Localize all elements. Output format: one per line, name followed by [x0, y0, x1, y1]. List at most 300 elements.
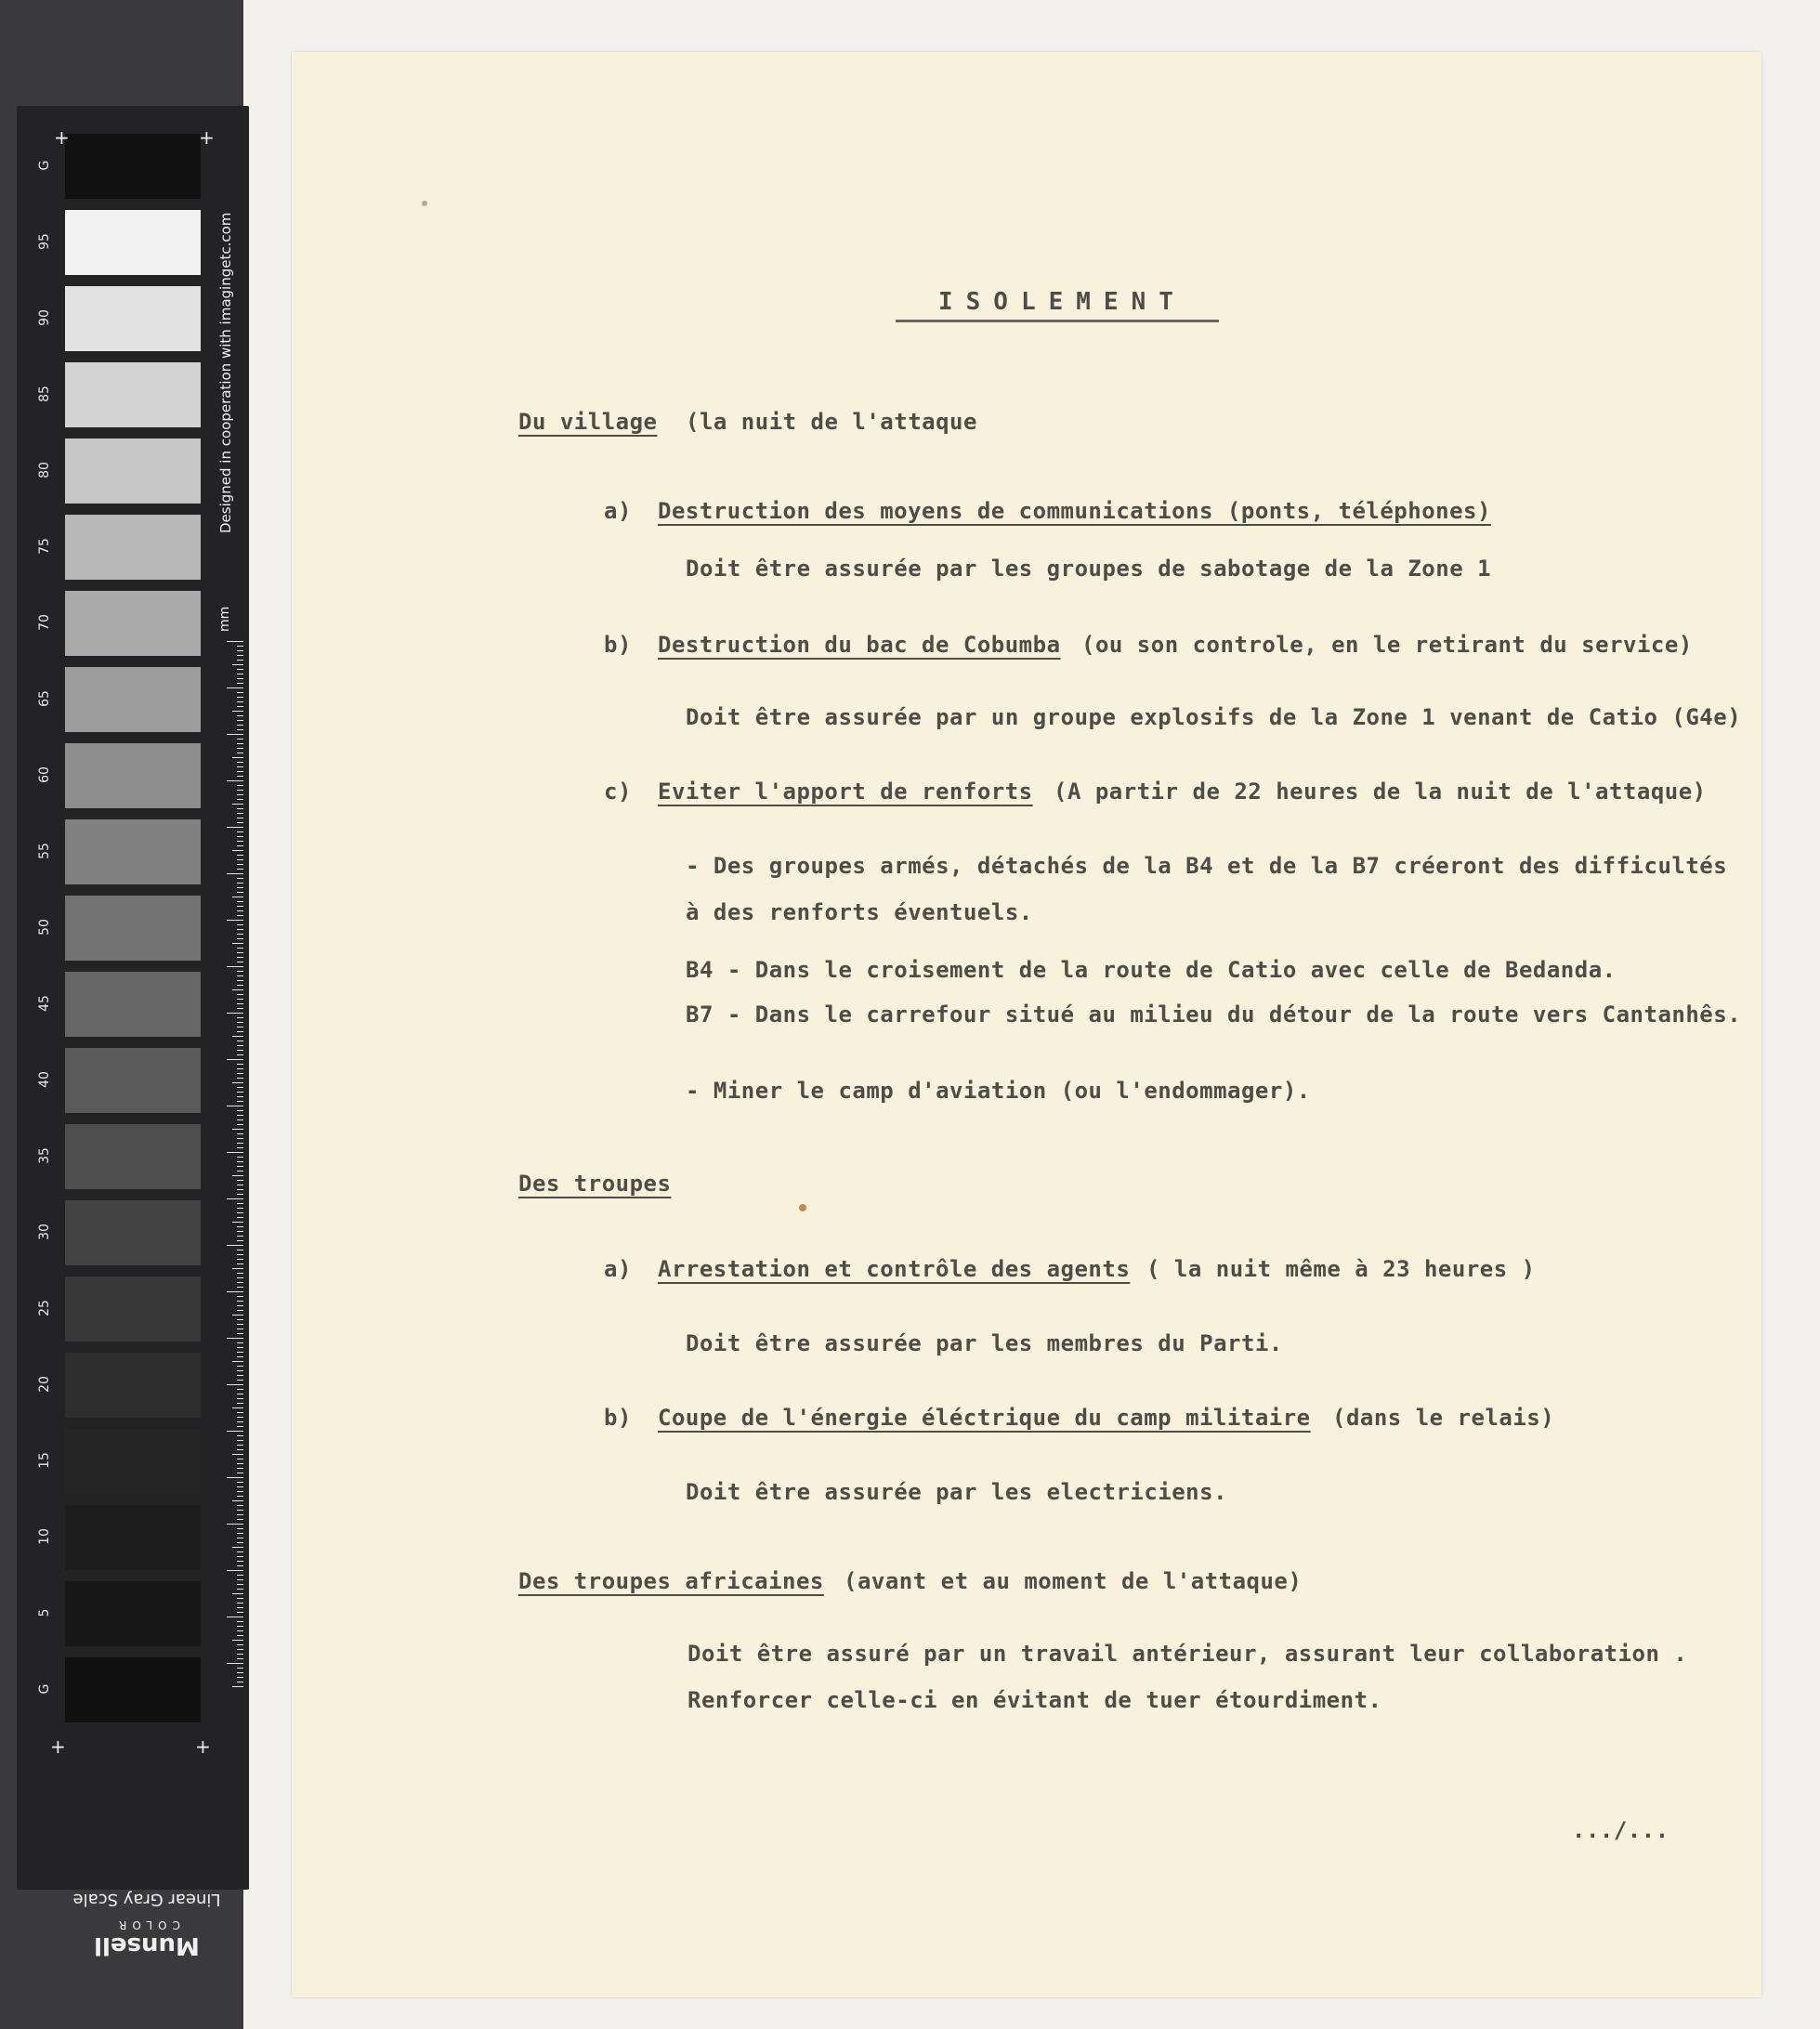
ruler-tick [237, 678, 243, 679]
ruler-tick [237, 1649, 243, 1650]
ruler-tick [227, 873, 243, 874]
ruler-tick [237, 1398, 243, 1399]
ruler-tick [237, 1366, 243, 1367]
ruler-tick [237, 831, 243, 832]
ruler-tick [227, 1245, 243, 1246]
ruler-tick [237, 646, 243, 647]
ruler-tick [227, 780, 243, 781]
section-note-africaines: (avant et au moment de l'attaque) [844, 1568, 1303, 1594]
ruler-tick [237, 1031, 243, 1032]
ruler-tick [237, 1282, 243, 1283]
ruler-tick [237, 1305, 243, 1306]
ruler-tick [237, 1161, 243, 1162]
ruler-tick [237, 1389, 243, 1390]
ruler-tick [237, 1510, 243, 1511]
ruler-tick [237, 1449, 243, 1450]
item-label: b) [604, 1405, 632, 1431]
ruler-tick [227, 1570, 243, 1571]
ruler-tick [237, 859, 243, 860]
ruler-tick [237, 1445, 243, 1446]
ruler-tick [237, 697, 243, 698]
gray-patch-label: 75 [37, 538, 52, 555]
ruler-tick [227, 920, 243, 921]
item-label: a) [604, 498, 632, 524]
ruler-tick [237, 1542, 243, 1543]
ruler-tick [232, 1129, 243, 1130]
ruler-tick [237, 776, 243, 777]
brand-name: Munsell [94, 1931, 200, 1959]
item-note: ( la nuit même à 23 heures ) [1146, 1256, 1536, 1282]
title-underline [896, 320, 1219, 322]
gray-patch-label: 50 [37, 919, 52, 936]
ruler-tick [237, 1124, 243, 1125]
item-text: - Miner le camp d'aviation (ou l'endommager). [686, 1078, 1311, 1104]
ruler-tick [237, 999, 243, 1000]
section-heading-troupes: Des troupes [518, 1171, 672, 1197]
registration-mark: + [54, 126, 70, 149]
ruler-tick [237, 1277, 243, 1278]
ruler-tick [237, 1677, 243, 1678]
ruler-tick [237, 1189, 243, 1190]
ruler-tick [237, 1612, 243, 1613]
item-heading-renforts: Eviter l'apport de renforts [658, 779, 1033, 805]
gray-patch [65, 134, 201, 199]
gray-patch-label: 60 [37, 766, 52, 783]
gray-patch-label: 45 [37, 995, 52, 1012]
ruler-tick [237, 915, 243, 916]
ruler-tick [232, 943, 243, 944]
ruler-tick [232, 1454, 243, 1455]
ruler-tick [227, 1524, 243, 1525]
ruler-tick [232, 1593, 243, 1594]
ruler-tick [237, 1263, 243, 1264]
ruler-tick [237, 785, 243, 786]
ruler-tick [227, 734, 243, 735]
ruler-tick [232, 850, 243, 851]
brand-caption: Linear Gray Scale [72, 1890, 221, 1909]
section-heading-africaines: Des troupes africaines [518, 1568, 824, 1594]
ruler-tick [237, 1045, 243, 1046]
ruler-tick [237, 975, 243, 976]
ruler-tick [237, 1068, 243, 1069]
document-page [292, 52, 1761, 1997]
ruler-tick [237, 1217, 243, 1218]
gray-patch [65, 1048, 201, 1113]
ruler-tick [237, 1352, 243, 1353]
munsell-logo [63, 1890, 230, 1959]
gray-patch-label: 80 [37, 462, 52, 478]
ruler-tick [237, 948, 243, 949]
ruler-tick [237, 1603, 243, 1604]
ruler-tick [237, 1101, 243, 1102]
ruler-tick [237, 887, 243, 888]
gray-patch-label: 65 [37, 690, 52, 707]
registration-mark: + [199, 126, 215, 149]
ruler-tick [237, 845, 243, 846]
ruler-tick [227, 1152, 243, 1153]
gray-patch-label: G [37, 160, 52, 171]
ruler-tick [237, 924, 243, 925]
ruler-tick [237, 1333, 243, 1334]
ruler-tick [232, 989, 243, 990]
ruler-tick [237, 1658, 243, 1659]
ruler-tick [237, 743, 243, 744]
ruler-tick [237, 957, 243, 958]
item-note: (A partir de 22 heures de la nuit de l'attaque) [1054, 779, 1707, 805]
ruler-tick [232, 1082, 243, 1083]
ruler-tick [237, 1143, 243, 1144]
ruler-tick [227, 1059, 243, 1060]
ruler-tick [237, 892, 243, 893]
ruler-tick [237, 1417, 243, 1418]
ruler-tick [237, 934, 243, 935]
gray-patch-label: 95 [37, 233, 52, 250]
ruler-tick [237, 1231, 243, 1232]
ruler-tick [237, 1426, 243, 1427]
gray-patch-label: 40 [37, 1071, 52, 1088]
ruler-tick [232, 1407, 243, 1408]
ruler-tick [237, 1621, 243, 1622]
ruler-tick [237, 739, 243, 740]
ruler-tick [237, 1296, 243, 1297]
item-text: Renforcer celle-ci en évitant de tuer étourdiment. [687, 1687, 1382, 1713]
ruler-tick [237, 1584, 243, 1585]
gray-patch-label: 70 [37, 614, 52, 631]
ruler-tick [227, 966, 243, 967]
ruler-tick [237, 720, 243, 721]
ruler-tick [237, 1157, 243, 1158]
item-label: b) [604, 632, 632, 658]
ruler-tick [227, 1663, 243, 1664]
ruler-tick [237, 1166, 243, 1167]
ruler-tick [237, 1203, 243, 1204]
gray-patch [65, 1276, 201, 1342]
gray-patch-label: 30 [37, 1224, 52, 1240]
section-note-village: (la nuit de l'attaque [686, 409, 977, 435]
gray-patch-label: 85 [37, 386, 52, 402]
ruler-tick [237, 729, 243, 730]
ruler-tick [237, 1565, 243, 1566]
ruler-tick [237, 790, 243, 791]
ruler-tick [237, 1226, 243, 1227]
ruler-tick [237, 1212, 243, 1213]
ruler-tick [227, 1291, 243, 1292]
ruler-tick [237, 1356, 243, 1357]
item-text: Doit être assurée par les membres du Parti. [686, 1330, 1283, 1356]
mm-label: mm [217, 606, 232, 632]
ruler-tick [237, 748, 243, 749]
ruler-tick [237, 1644, 243, 1645]
item-label: c) [604, 779, 632, 805]
ruler-tick [227, 1013, 243, 1014]
ruler-tick [237, 701, 243, 702]
ruler-tick [227, 1384, 243, 1385]
ruler-tick [237, 813, 243, 814]
ruler-tick [237, 1240, 243, 1241]
registration-mark: + [195, 1735, 211, 1758]
ruler-tick [237, 1236, 243, 1237]
ruler-tick [232, 1036, 243, 1037]
ruler-tick [237, 669, 243, 670]
gray-patch [65, 1657, 201, 1722]
ruler-tick [237, 1505, 243, 1506]
gray-patch-label: 90 [37, 309, 52, 326]
ruler-tick [237, 1078, 243, 1079]
ruler-tick [237, 1003, 243, 1004]
brand-color: COLOR [113, 1918, 180, 1931]
ruler-tick [237, 1482, 243, 1483]
ruler-tick [237, 1017, 243, 1018]
ruler-tick [237, 1579, 243, 1580]
ruler-tick [237, 1672, 243, 1673]
ruler-tick [237, 971, 243, 972]
gray-scale-card [17, 106, 249, 1959]
ruler-tick [237, 1171, 243, 1172]
gray-patch [65, 819, 201, 884]
ruler-tick [237, 771, 243, 772]
ruler-tick [232, 711, 243, 712]
mm-ruler [221, 641, 243, 1691]
ruler-tick [237, 906, 243, 907]
gray-patch [65, 743, 201, 808]
ruler-tick [237, 1514, 243, 1515]
gray-patch [65, 362, 201, 427]
ruler-tick [227, 1198, 243, 1199]
ruler-tick [237, 1607, 243, 1608]
ruler-tick [232, 1640, 243, 1641]
ruler-tick [237, 1519, 243, 1520]
gray-patch [65, 515, 201, 580]
gray-patch [65, 1200, 201, 1265]
ruler-tick [237, 1380, 243, 1381]
ruler-tick [227, 641, 243, 642]
ruler-tick [237, 1412, 243, 1413]
item-label: a) [604, 1256, 632, 1282]
ruler-tick [237, 692, 243, 693]
ruler-tick [237, 1310, 243, 1311]
gray-patch-label: 25 [37, 1300, 52, 1316]
ruler-tick [237, 1435, 243, 1436]
item-text: B7 - Dans le carrefour situé au milieu du détour de la route vers Cantanhês. [686, 1001, 1742, 1028]
ruler-tick [237, 1347, 243, 1348]
ruler-tick [237, 1491, 243, 1492]
ruler-tick [232, 804, 243, 805]
item-text: à des renforts éventuels. [686, 899, 1033, 925]
ruler-tick [237, 1375, 243, 1376]
ruler-tick [237, 1115, 243, 1116]
item-note: (dans le relais) [1332, 1405, 1555, 1431]
item-heading-energie: Coupe de l'énergie éléctrique du camp militaire [658, 1405, 1311, 1431]
ruler-tick [227, 827, 243, 828]
ruler-tick [237, 1050, 243, 1051]
gray-patch-label: 10 [37, 1528, 52, 1545]
ruler-tick [227, 1338, 243, 1339]
gray-patch-label: 55 [37, 843, 52, 859]
item-text: Doit être assuré par un travail antérieur, assurant leur collaboration . [687, 1641, 1688, 1667]
ruler-tick [237, 929, 243, 930]
ruler-tick [237, 1468, 243, 1469]
ruler-tick [237, 1259, 243, 1260]
ruler-tick [237, 1528, 243, 1529]
ruler-tick [237, 1087, 243, 1088]
ruler-tick [237, 869, 243, 870]
ruler-tick [237, 794, 243, 795]
ruler-tick [237, 1635, 243, 1636]
ruler-tick [237, 706, 243, 707]
ruler-tick [237, 938, 243, 939]
paper-speck [422, 201, 427, 206]
ruler-tick [237, 1370, 243, 1371]
gray-patch [65, 972, 201, 1037]
ruler-tick [237, 1301, 243, 1302]
ruler-tick [237, 762, 243, 763]
ruler-tick [237, 655, 243, 656]
continuation-mark: .../... [1572, 1817, 1669, 1843]
item-note: (ou son controle, en le retirant du service) [1081, 632, 1693, 658]
ruler-tick [237, 1403, 243, 1404]
ruler-tick [227, 1477, 243, 1478]
ruler-tick [237, 1459, 243, 1460]
registration-mark: + [50, 1735, 66, 1758]
ruler-tick [237, 1598, 243, 1599]
gray-patch [65, 896, 201, 961]
ruler-tick [237, 1486, 243, 1487]
ruler-tick [237, 1147, 243, 1148]
ruler-tick [237, 715, 243, 716]
ruler-tick [237, 1496, 243, 1497]
item-text: Doit être assurée par un groupe explosifs de la Zone 1 venant de Catio (G4e) [686, 704, 1742, 730]
ruler-tick [227, 687, 243, 688]
ruler-tick [237, 980, 243, 981]
ruler-tick [232, 1175, 243, 1176]
ruler-tick [237, 1421, 243, 1422]
ruler-tick [227, 1431, 243, 1432]
document-title: ISOLEMENT [938, 288, 1186, 316]
ruler-tick [232, 664, 243, 665]
ruler-tick [232, 1686, 243, 1687]
gray-patch [65, 1353, 201, 1418]
ruler-tick [237, 1551, 243, 1552]
ruler-tick [237, 836, 243, 837]
ruler-tick [237, 1324, 243, 1325]
designed-by-text: Designed in cooperation with imagingetc.com [217, 212, 234, 533]
ruler-tick [237, 1008, 243, 1009]
gray-patch-label: 15 [37, 1452, 52, 1469]
ruler-tick [237, 952, 243, 953]
ruler-tick [237, 1556, 243, 1557]
paper-speck [799, 1204, 806, 1211]
ruler-tick [237, 650, 243, 651]
ruler-tick [237, 994, 243, 995]
ruler-tick [237, 1180, 243, 1181]
ruler-tick [237, 1575, 243, 1576]
ruler-tick [237, 1342, 243, 1343]
ruler-tick [237, 766, 243, 767]
ruler-tick [232, 1547, 243, 1548]
ruler-tick [237, 985, 243, 986]
ruler-tick [237, 1254, 243, 1255]
ruler-tick [237, 1626, 243, 1627]
gray-patch [65, 1124, 201, 1189]
ruler-tick [237, 725, 243, 726]
ruler-tick [237, 1133, 243, 1134]
ruler-tick [232, 1222, 243, 1223]
ruler-tick [237, 1096, 243, 1097]
gray-patch-label: 20 [37, 1376, 52, 1393]
ruler-tick [237, 910, 243, 911]
ruler-tick [237, 1064, 243, 1065]
ruler-tick [237, 1589, 243, 1590]
item-text: B4 - Dans le croisement de la route de Catio avec celle de Bedanda. [686, 957, 1617, 983]
ruler-tick [237, 1022, 243, 1023]
item-text: - Des groupes armés, détachés de la B4 et de la B7 créeront des difficultés [686, 853, 1728, 879]
section-heading-village: Du village [518, 409, 658, 435]
ruler-tick [232, 1315, 243, 1316]
ruler-tick [237, 1208, 243, 1209]
ruler-tick [237, 1138, 243, 1139]
ruler-tick [237, 1561, 243, 1562]
ruler-tick [237, 1630, 243, 1631]
item-heading-communications: Destruction des moyens de communications (ponts, téléphones) [658, 498, 1491, 524]
ruler-tick [237, 1440, 243, 1441]
gray-patch [65, 1581, 201, 1646]
item-text: Doit être assurée par les electriciens. [686, 1479, 1228, 1505]
gray-patch [65, 591, 201, 656]
ruler-tick [237, 883, 243, 884]
ruler-tick [237, 1668, 243, 1669]
ruler-tick [237, 864, 243, 865]
ruler-tick [237, 822, 243, 823]
gray-patch [65, 286, 201, 351]
ruler-tick [237, 1533, 243, 1534]
ruler-tick [237, 878, 243, 879]
ruler-tick [237, 1319, 243, 1320]
ruler-tick [237, 1119, 243, 1120]
ruler-tick [237, 1054, 243, 1055]
ruler-tick [232, 757, 243, 758]
gray-patch [65, 667, 201, 732]
ruler-tick [237, 855, 243, 856]
ruler-tick [237, 1654, 243, 1655]
ruler-tick [237, 901, 243, 902]
ruler-tick [237, 683, 243, 684]
ruler-tick [237, 1194, 243, 1195]
ruler-tick [237, 660, 243, 661]
ruler-tick [237, 1027, 243, 1028]
ruler-tick [237, 841, 243, 842]
ruler-tick [237, 1463, 243, 1464]
gray-patch-label: 35 [37, 1147, 52, 1164]
ruler-tick [232, 1500, 243, 1501]
ruler-tick [232, 1268, 243, 1269]
item-heading-bac: Destruction du bac de Cobumba [658, 632, 1061, 658]
ruler-tick [237, 1273, 243, 1274]
gray-patch-label: 5 [37, 1608, 52, 1617]
item-heading-arrestation: Arrestation et contrôle des agents [658, 1256, 1131, 1282]
gray-patch [65, 1505, 201, 1570]
ruler-tick [237, 808, 243, 809]
ruler-tick [237, 1092, 243, 1093]
ruler-tick [237, 1073, 243, 1074]
gray-patch-label: G [37, 1683, 52, 1695]
ruler-tick [237, 799, 243, 800]
ruler-tick [237, 1287, 243, 1288]
gray-patch [65, 1429, 201, 1494]
ruler-tick [237, 1110, 243, 1111]
item-text: Doit être assurée par les groupes de sabotage de la Zone 1 [686, 556, 1492, 582]
ruler-tick [232, 1361, 243, 1362]
gray-patch [65, 210, 201, 275]
